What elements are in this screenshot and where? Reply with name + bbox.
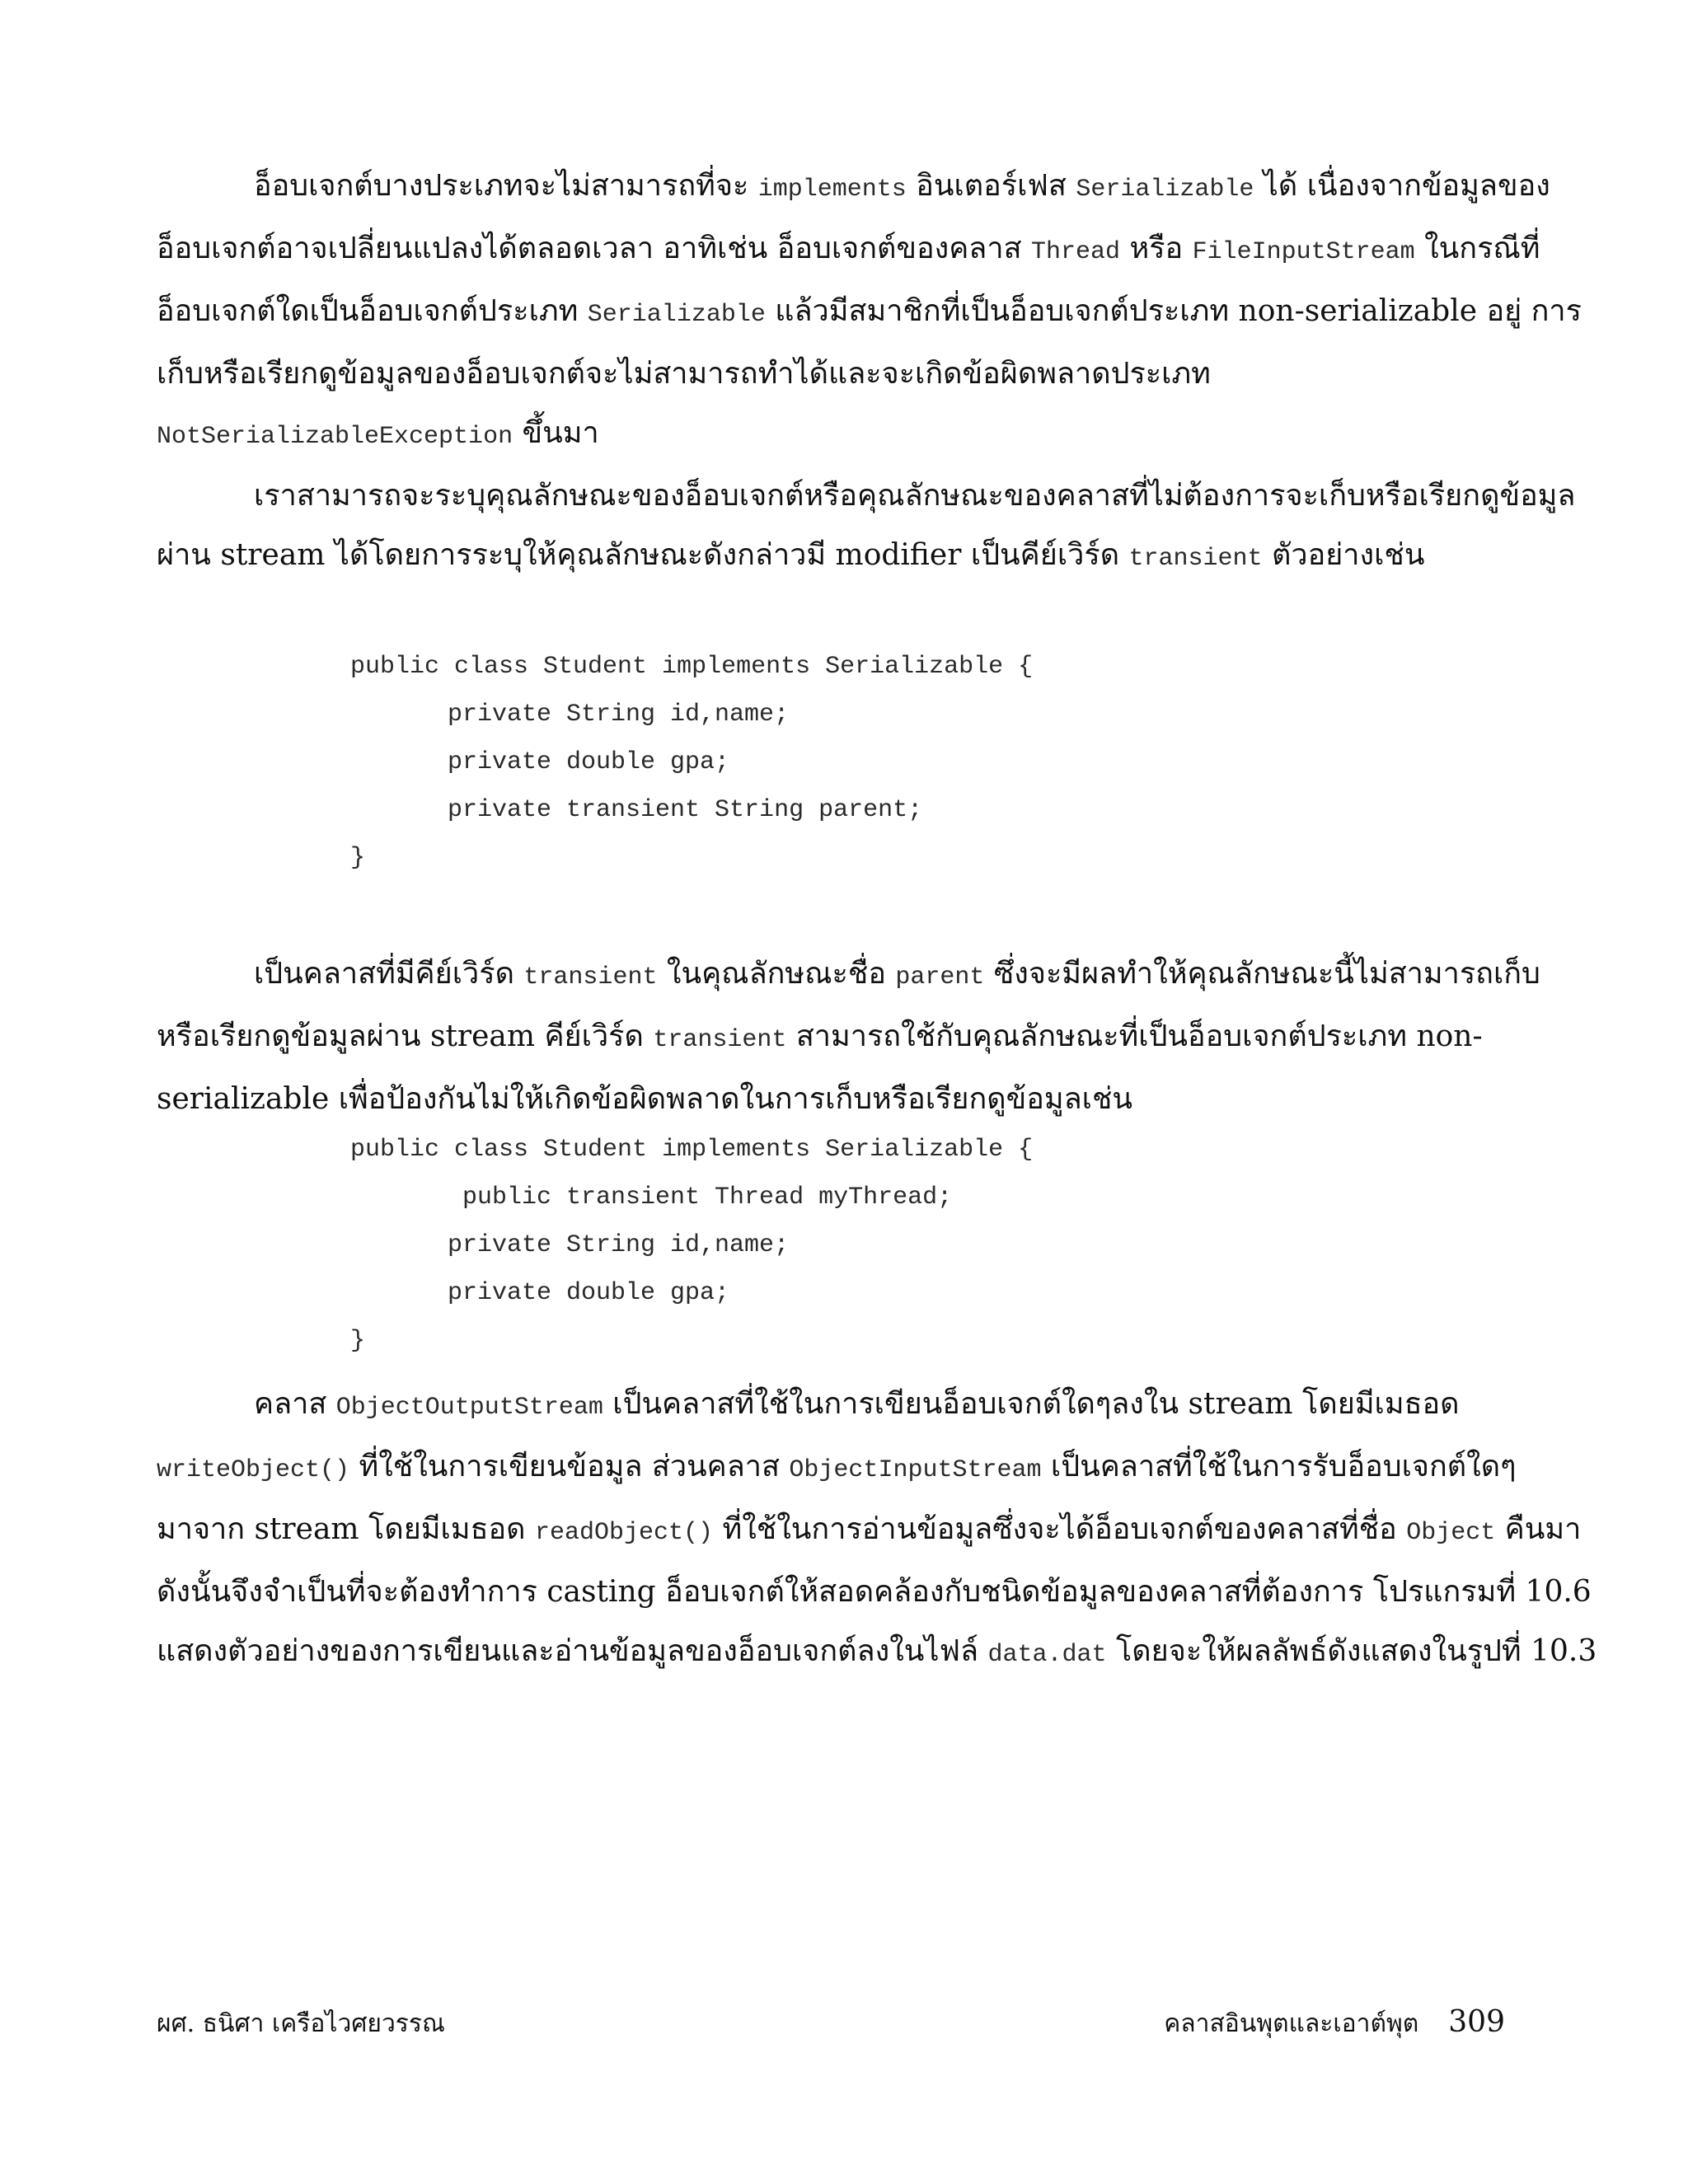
code-term: FileInputStream	[1192, 238, 1415, 266]
paragraph-object-streams	[157, 1375, 1597, 1685]
paragraph-transient-intro	[157, 466, 1576, 588]
code-line: private double gpa;	[448, 748, 730, 776]
text-line: อ็อบเจกต์ใดเป็นอ็อบเจกต์ประเภท Serializable แล้วมีสมาชิกที่เป็นอ็อบเจกต์ประเภท non-serializable อยู่ การ	[157, 294, 1582, 329]
code-term: ObjectInputStream	[789, 1456, 1042, 1484]
text-line: ผ่าน stream ได้โดยการระบุให้คุณลักษณะดังกล่าวมี modifier เป็นคีย์เวิร์ด transient ตัวอย่างเช่น	[157, 538, 1425, 573]
text-line: แสดงตัวอย่างของการเขียนและอ่านข้อมูลของอ็อบเจกต์ลงในไฟล์ data.dat โดยจะให้ผลลัพธ์ดังแสดงในรูปที่ 10.3	[157, 1634, 1597, 1669]
text-line: เป็นคลาสที่มีคีย์เวิร์ด transient ในคุณลักษณะชื่อ parent ซึ่งจะมีผลทำให้คุณลักษณะนี้ไม่สามารถเก็บ	[254, 957, 1540, 991]
code-line: public class Student implements Serializable {	[350, 1136, 1034, 1164]
code-term: Thread	[1030, 238, 1121, 266]
code-term: implements	[757, 176, 907, 204]
text-line: writeObject() ที่ใช้ในการเขียนข้อมูล ส่วนคลาส ObjectInputStream เป็นคลาสที่ใช้ในการรับอ็อบเจกต์ใดๆ	[157, 1450, 1517, 1484]
text-line: ดังนั้นจึงจำเป็นที่จะต้องทำการ casting อ็อบเจกต์ให้สอดคล้องกับชนิดข้อมูลของคลาสที่ต้องการ โปรแกรมที่ 10.6	[157, 1575, 1592, 1609]
text-line: คลาส ObjectOutputStream เป็นคลาสที่ใช้ในการเขียนอ็อบเจกต์ใดๆลงใน stream โดยมีเมธอด	[254, 1387, 1460, 1422]
text-line: อ็อบเจกต์บางประเภทจะไม่สามารถที่จะ implements อินเตอร์เฟส Serializable ได้ เนื่องจากข้อมูลของ	[254, 169, 1550, 204]
text-line: มาจาก stream โดยมีเมธอด readObject() ที่ใช้ในการอ่านข้อมูลซึ่งจะได้อ็อบเจกต์ของคลาสที่ชื่อ Object คืนมา	[157, 1512, 1582, 1547]
code-line: }	[350, 844, 366, 872]
code-line: private double gpa;	[448, 1279, 730, 1307]
code-term: NotSerializableException	[157, 423, 513, 451]
code-line: private String id,name;	[448, 701, 790, 729]
code-term: writeObject()	[157, 1456, 350, 1484]
code-example-student-parent	[350, 643, 1504, 882]
code-example-student-thread	[350, 1126, 1504, 1365]
footer-chapter-title: คลาสอินพุตและเอาต์พุต	[1164, 2009, 1419, 2038]
paragraph-transient-explanation	[157, 944, 1540, 1129]
code-line: public transient Thread myThread;	[448, 1183, 953, 1212]
code-term: transient	[523, 963, 658, 991]
code-term: Serializable	[587, 301, 766, 329]
text-line: serializable เพื่อป้องกันไม่ให้เกิดข้อผิดพลาดในการเก็บหรือเรียกดูข้อมูลเช่น	[157, 1082, 1133, 1116]
code-line: public class Student implements Serializable {	[350, 653, 1034, 681]
code-term: data.dat	[987, 1641, 1107, 1669]
paragraph-serializable-intro	[157, 157, 1582, 466]
code-line: private String id,name;	[448, 1231, 790, 1259]
text-line: เราสามารถจะระบุคุณลักษณะของอ็อบเจกต์หรือคุณลักษณะของคลาสที่ไม่ต้องการจะเก็บหรือเรียกดูข้อมูล	[254, 479, 1576, 513]
code-term: transient	[1128, 545, 1263, 573]
text-line: อ็อบเจกต์อาจเปลี่ยนแปลงได้ตลอดเวลา อาทิเช่น อ็อบเจกต์ของคลาส Thread หรือ FileInputStream ในกรณีที่	[157, 232, 1540, 266]
page-number: 309	[1448, 2005, 1505, 2039]
footer-author: ผศ. ธนิศา เครือไวศยวรรณ	[157, 2009, 445, 2038]
footer-chapter	[1164, 2004, 1505, 2043]
code-term: transient	[653, 1026, 787, 1054]
code-term: Serializable	[1076, 176, 1254, 204]
code-line: private transient String parent;	[448, 796, 923, 824]
code-line: }	[350, 1327, 366, 1355]
text-line: เก็บหรือเรียกดูข้อมูลของอ็อบเจกต์จะไม่สามารถทำได้และจะเกิดข้อผิดพลาดประเภท	[157, 357, 1211, 391]
code-term: Object	[1406, 1519, 1496, 1547]
text-line: NotSerializableException ขึ้นมา	[157, 416, 599, 451]
code-term: parent	[895, 963, 985, 991]
code-term: ObjectOutputStream	[335, 1394, 603, 1422]
text-line: หรือเรียกดูข้อมูลผ่าน stream คีย์เวิร์ด transient สามารถใช้กับคุณลักษณะที่เป็นอ็อบเจกต์ประเภท non-	[157, 1019, 1483, 1054]
code-term: readObject()	[534, 1519, 714, 1547]
